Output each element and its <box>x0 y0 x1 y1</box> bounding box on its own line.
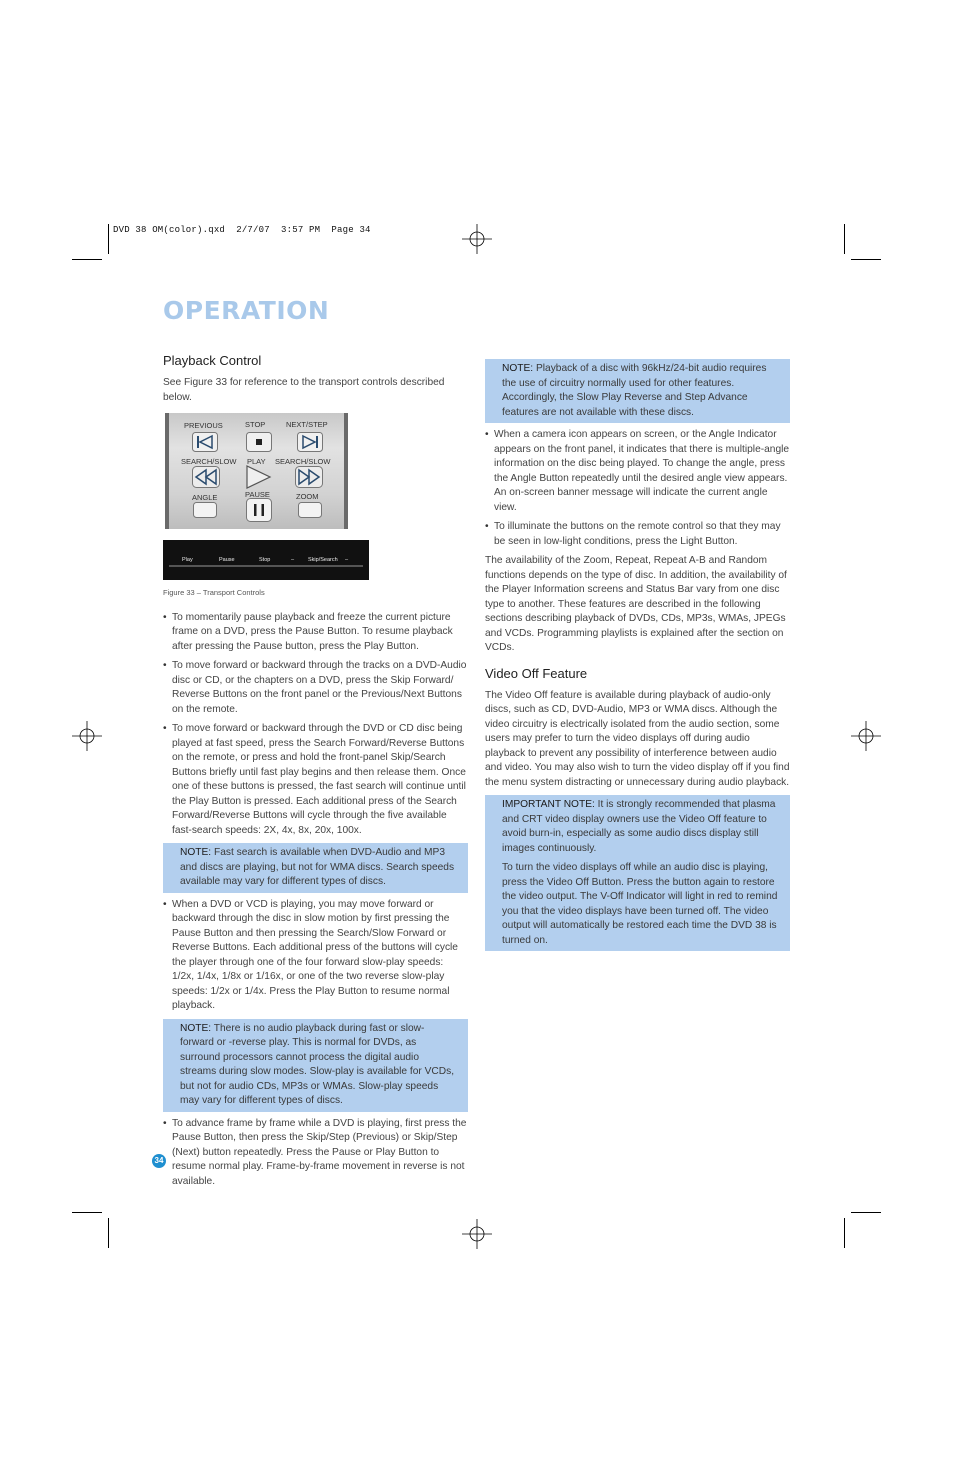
note-box <box>485 359 790 423</box>
label-search-slow-right: SEARCH/SLOW <box>275 457 331 466</box>
paragraph-feature-availability: The availability of the Zoom, Repeat, Repeat A-B and Random functions depends on the type of disc. In addition, the availability of the Player Information screens and Status Bar vary from one disc type to another. These features are described in the following sections describing playback of DVDs, CDs, MP3s, WMAs, JPEGs and VCDs. Programming playlists is explained after the section on VCDs. <box>485 555 787 653</box>
label-next-step: NEXT/STEP <box>286 420 328 429</box>
remote-control-photo <box>165 413 348 529</box>
bullet-list <box>163 1117 468 1190</box>
label-angle: ANGLE <box>192 493 218 502</box>
printer-slug: DVD 38 OM(color).qxd 2/7/07 3:57 PM Page 34 <box>113 225 371 235</box>
panel-label-dash: – <box>345 557 349 563</box>
label-pause: PAUSE <box>245 490 270 499</box>
note-paragraph: To turn the video displays off while an audio disc is playing, press the Video Off Button. Press the button again to restore the video output. The V-Off Indicator will light in red to remind you that the video displays have been turned off. The video output will automatically be restored each time the DVD 38 is turned on. <box>502 862 778 946</box>
label-zoom: ZOOM <box>296 492 319 501</box>
panel-label-dash: – <box>291 557 295 563</box>
note-label: IMPORTANT NOTE: <box>502 799 595 810</box>
important-note-box <box>485 795 790 951</box>
crop-mark <box>108 224 109 254</box>
note-label: NOTE: <box>180 847 212 858</box>
section-title: OPERATION <box>163 296 330 325</box>
next-step-button-icon <box>297 432 323 452</box>
crop-mark <box>72 1212 102 1213</box>
page-number-badge: 34 <box>152 1154 166 1168</box>
bullet-list <box>163 611 468 839</box>
note-box <box>163 1019 468 1112</box>
note-text: Playback of a disc with 96kHz/24-bit audio requires the use of circuitry normally used for other features. Accordingly, the Slow Play Reverse and Step Advance features are not available with these discs. <box>502 363 767 418</box>
stop-button-icon <box>246 432 272 452</box>
note-box <box>163 843 468 893</box>
list-item: • To illuminate the buttons on the remote control so that they may be seen in low-light conditions, press the Light Button. <box>485 520 790 549</box>
note-label: NOTE: <box>502 363 534 374</box>
front-panel-photo <box>163 540 369 580</box>
note-text: Fast search is available when DVD-Audio and MP3 and discs are playing, but not for WMA discs. Search speeds available may vary for different types of discs. <box>180 847 455 887</box>
list-item: • To advance frame by frame while a DVD is playing, first press the Pause Button, then press the Skip/Step (Previous) or Skip/Step (Next) button repeatedly. Press the Pause or Play Button to resume normal play. Frame-by-frame movement in reverse is not available. <box>163 1117 468 1190</box>
intro-paragraph: See Figure 33 for reference to the transport controls described below. <box>163 377 445 403</box>
registration-mark-icon <box>72 721 102 751</box>
note-text: It is strongly recommended that plasma and CRT video display owners use the Video Off feature to avoid burn-in, especially as some audio discs display still images continuously. <box>502 799 776 854</box>
panel-label-play: Play <box>182 557 193 563</box>
registration-mark-icon <box>851 721 881 751</box>
left-column <box>163 352 468 1194</box>
play-button-icon <box>244 464 272 490</box>
label-search-slow-left: SEARCH/SLOW <box>181 457 237 466</box>
list-item: • To momentarily pause playback and freeze the current picture frame on a DVD, press the Pause Button. To resume playback after pressing the Pause button, press the Play Button. <box>163 611 468 655</box>
search-reverse-button-icon <box>192 466 220 488</box>
right-column <box>485 359 790 956</box>
registration-mark-icon <box>462 224 492 254</box>
paragraph-video-off: The Video Off feature is available during playback of audio-only discs, such as CD, DVD-Audio, MP3 or WMA discs. Although the video circuitry is electrically isolated from the audio section, some users may prefer to turn the video displays off during audio playback to prevent any possibility of interference between audio and video. You may also wish to turn the video display off if you find the menu system distracting or unnecessary during audio playback. <box>485 689 790 788</box>
label-stop: STOP <box>245 420 266 429</box>
bullet-list <box>485 428 790 549</box>
label-play: PLAY <box>247 457 266 466</box>
list-item: • To move forward or backward through the tracks on a DVD-Audio disc or CD, or the chapters on a DVD, press the Skip Forward/ Reverse Buttons on the front panel or the Previous/Next Buttons on the remote. <box>163 659 468 717</box>
note-label: NOTE: <box>180 1022 212 1034</box>
angle-button-icon <box>193 502 217 518</box>
heading-playback-control: Playback Control <box>163 353 262 368</box>
label-previous: PREVIOUS <box>184 421 223 430</box>
zoom-button-icon <box>298 502 322 518</box>
list-item: • When a DVD or VCD is playing, you may move forward or backward through the disc in slow motion by first pressing the Pause Button and then pressing the Search/Slow Forward or Reverse Buttons. Each additional press of the buttons will cycle the player through one of the four forward slow-play speeds: 1/2x, 1/4x, 1/8x or 1/16x, or one of the two reverse slow-play speeds: 1/2x or 1/4x. Press the Play Button to resume normal playback. <box>163 898 468 1014</box>
panel-label-stop: Stop <box>259 557 271 563</box>
pause-button-icon <box>246 498 272 522</box>
list-item: • When a camera icon appears on screen, or the Angle Indicator appears on the front panel, it indicates that there is multiple-angle information on the disc being played. To change the angle, press the Angle Button repeatedly until the desired angle view appears. An on-screen banner message will indicate the current angle view. <box>485 428 790 515</box>
heading-video-off: Video Off Feature <box>485 665 588 681</box>
list-item: • To move forward or backward through the DVD or CD disc being played at fast speed, press the Search Forward/Reverse Buttons on the remote, or press and hold the front-panel Skip/Search Buttons briefly until fast play begins and then release them. Once one of these buttons is pressed, the fast search will continue until the Play Button is pressed. Each additional press of the Search Forward/Reverse Buttons will cycle through the five available fast-search speeds: 2X, 4x, 8x, 20x, 100x. <box>163 722 468 838</box>
panel-label-pause: Pause <box>219 557 235 563</box>
crop-mark <box>851 259 881 260</box>
figure-caption: Figure 33 – Transport Controls <box>163 588 265 597</box>
note-text: There is no audio playback during fast or slow-forward or -reverse play. This is normal for DVDs, as surround processors cannot process the digital audio streams during slow modes. Slow-play is available for VCDs, but not for audio CDs, MP3s or WMAs. Slow-play speeds may vary for different types of discs. <box>180 1022 455 1106</box>
crop-mark <box>844 1218 845 1248</box>
crop-mark <box>108 1218 109 1248</box>
registration-mark-icon <box>462 1219 492 1249</box>
crop-mark <box>844 224 845 254</box>
crop-mark <box>851 1212 881 1213</box>
crop-mark <box>72 259 102 260</box>
search-forward-button-icon <box>295 466 323 488</box>
previous-button-icon <box>192 432 218 452</box>
panel-label-skip-search: Skip/Search <box>308 557 338 563</box>
bullet-list <box>163 898 468 1014</box>
